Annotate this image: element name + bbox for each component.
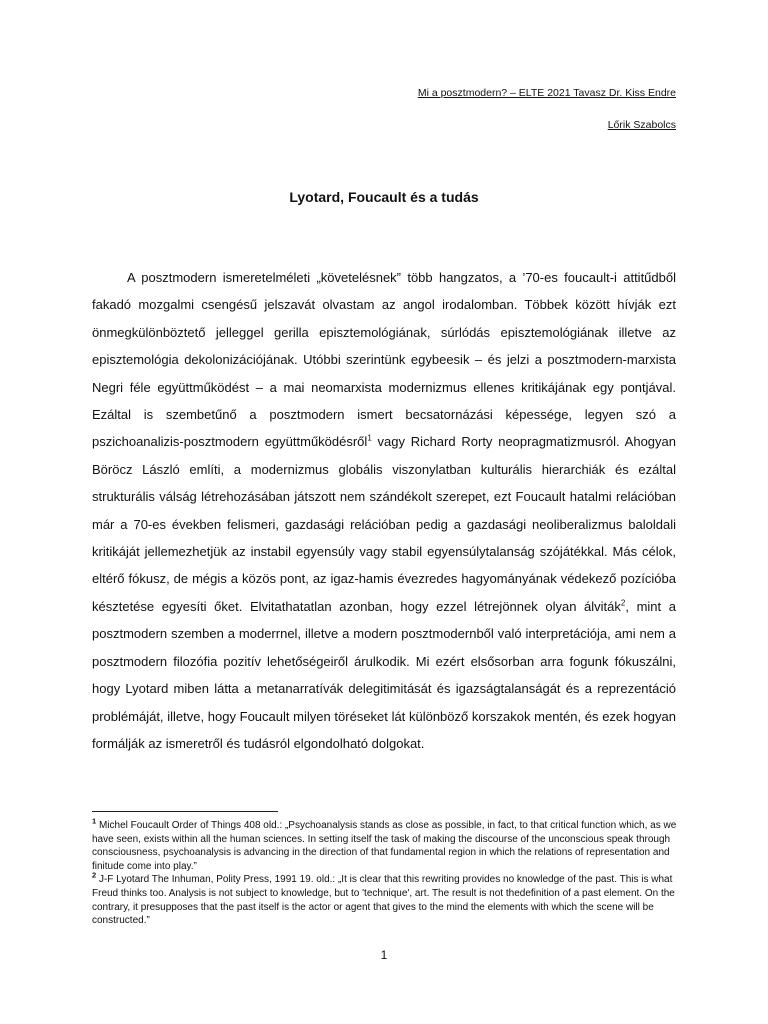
header-course-info: Mi a posztmodern? – ELTE 2021 Tavasz Dr. Kiss Endre	[417, 87, 676, 99]
body-paragraph	[92, 264, 676, 757]
header-author-name: Lőrik Szabolcs	[607, 119, 676, 131]
document-title: Lyotard, Foucault és a tudás	[289, 189, 479, 205]
body-text-part-1: A posztmodern ismeretelméleti „követelésnek” több hangzatos, a ’70-es foucault-i attitűdből fakadó mozgalmi csengésű jelszavát olvastam az angol irodalomban. Többek között hívják ezt önmegkülönböztető jelleggel gerilla episztemológiának, súrlódás episztemológiának illetve az episztemológia dekolonizációjának. Utóbbi szerintünk egybeesik – és jelzi a posztmodern-marxista Negri féle együttműködést – a mai neomarxista modernizmus ellenes kritikájának egy pontjával. Ezáltal is szembetűnő a posztmodern ismert becsatornázási képessége, legyen szó a pszichoanalizis-posztmodern együttműködésről	[92, 270, 676, 450]
footnotes	[92, 816, 680, 928]
body-text-part-2: vagy Richard Rorty neopragmatizmusról. Ahogyan Böröcz László említi, a modernizmus globális viszonylatban kulturális hierarchiák és ezáltal strukturális válság létrehozásában játszott nem szándékolt szerepet, ezt Foucault hatalmi relációban már a 70-es években felismeri, gazdasági relációban pedig a gazdasági neoliberalizmus baloldali kritikáját jellemezhetjük az instabil egyensúly vagy stabil egyensúlytalanság szójátékkal. Más célok, eltérő fókusz, de mégis a közös pont, az igaz-hamis évezredes hagyományának védekező pozícióba késztetése egyesíti őket. Elvitathatatlan azonban, hogy ezzel létrejönnek olyan álviták	[92, 434, 676, 614]
footnote-number-1: 1	[92, 816, 97, 826]
footnote-1	[92, 816, 680, 873]
footnote-separator	[92, 811, 278, 812]
footnote-reference-2[interactable]: 2	[620, 598, 626, 608]
footnote-text-2: J-F Lyotard The Inhuman, Polity Press, 1991 19. old.: „It is clear that this rewriting provides no knowledge of the past. This is what Freud thinks too. Analysis is not subject to knowledge, but to 'technique', art. The result is not thedefinition of a past element. On the contrary, it presupposes that the past itself is the actor or agent that gives to the mind the elements with which the scene will be constructed.”	[92, 874, 675, 927]
footnote-text-1: Michel Foucault Order of Things 408 old.: „Psychoanalysis stands as close as possible, in fact, to that critical function which, as we have seen, exists within all the human sciences. In setting itself the task of making the discourse of the unconscious speak through consciousness, psychoanalysis is advancing in the direction of that fundamental region in which the relations of representation and finitude come into play.”	[92, 820, 677, 872]
page-number: 1	[380, 948, 388, 962]
body-text-part-3: , mint a posztmodern szemben a moderrnel, illetve a modern posztmodernből való interpretációja, ami nem a posztmodern filozófia pozitív lehetőségeiről árulkodik. Mi ezért elsősorban arra fogunk fókuszálni, hogy Lyotard miben látta a metanarratívák delegitimitását és igazságtalanságát és a reprezentáció problémáját, illetve, hogy Foucault milyen töréseket lát különböző korszakok mentén, és ezek hogyan formálják az ismeretről és tudásról elgondolható dolgokat.	[92, 598, 676, 751]
footnote-2	[92, 873, 680, 927]
footnote-reference-1[interactable]: 1	[367, 434, 372, 444]
footnote-number-2: 2	[92, 871, 97, 881]
